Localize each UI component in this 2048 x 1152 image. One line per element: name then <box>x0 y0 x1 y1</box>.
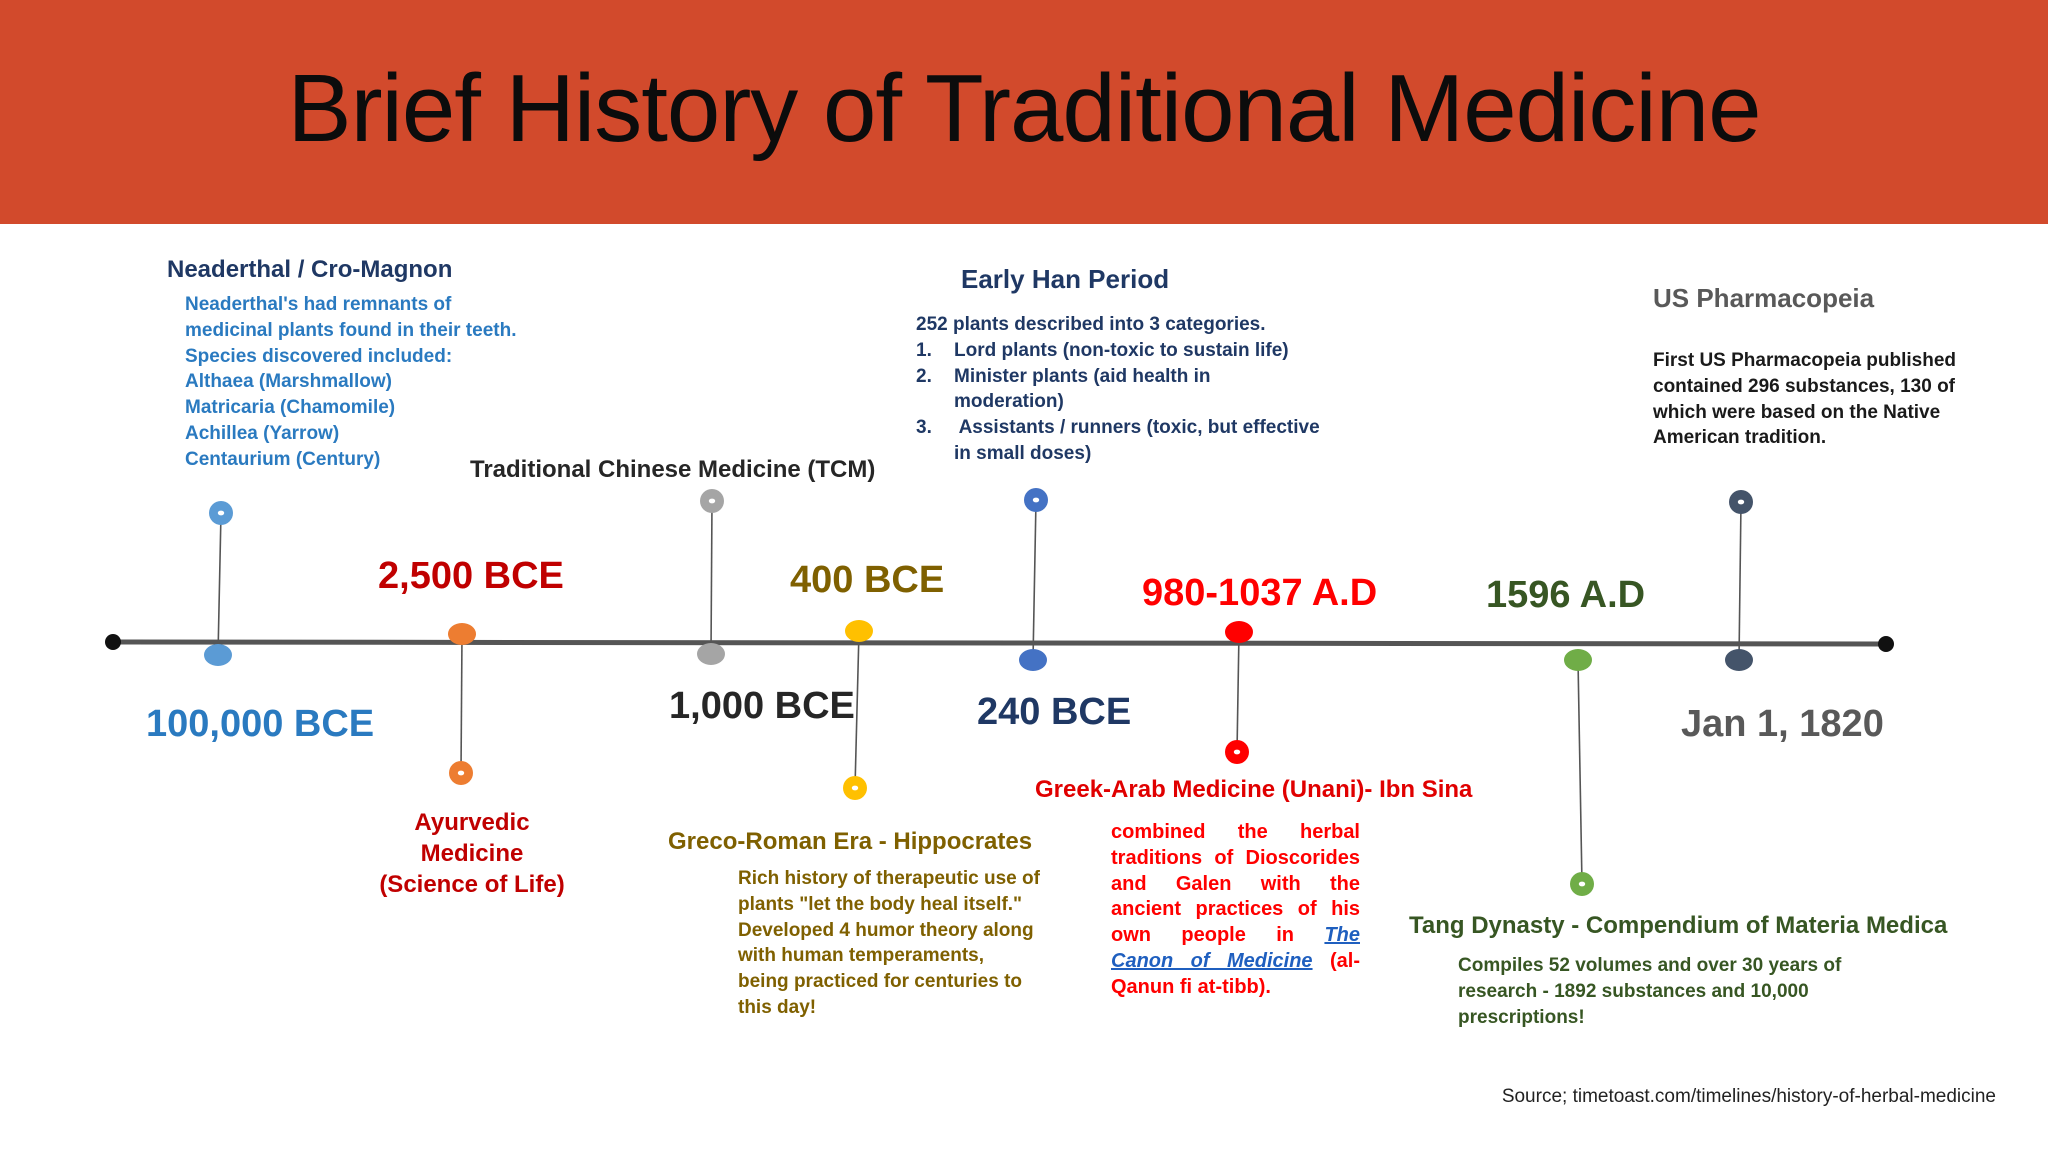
event-1820-description: First US Pharmacopeia published contained 296 substances, 130 of which were based on the Native American tradition. <box>1653 350 1957 449</box>
event-240bce-list <box>916 338 1336 467</box>
event-1596ad-pin-hole <box>1579 882 1585 887</box>
event-100000bce-connector <box>218 513 221 655</box>
event-1596ad-date: 1596 A.D <box>1486 574 1646 616</box>
event-100000bce-axis-dot <box>204 644 232 666</box>
event-400bce-pin-hole <box>852 786 858 791</box>
event-980ad-axis-dot <box>1225 621 1253 643</box>
event-240bce-connector <box>1033 500 1036 660</box>
event-400bce-description: Rich history of therapeutic use of plants "let the body heal itself." Developed 4 humor theory along with human temperaments, being practiced for centuries to this day! <box>738 868 1040 1018</box>
event-240bce-description: 252 plants described into 3 categories. 1. Lord plants (non-toxic to sustain life) 2. Minister plants (aid health in moderation) 3. Assistants / runners (toxic, but effective in small doses) <box>916 312 1336 467</box>
event-1000bce-connector <box>711 501 712 654</box>
list-item: 3. Assistants / runners (toxic, but effective in small doses) <box>916 417 1320 464</box>
event-240bce-date: 240 BCE <box>977 691 1132 733</box>
event-240bce-pin-hole <box>1033 498 1039 503</box>
event-1000bce-heading: Traditional Chinese Medicine (TCM) <box>470 456 876 483</box>
canon-link-the[interactable]: The <box>1324 924 1360 947</box>
event-2500bce-connector <box>461 634 462 773</box>
event-2500bce-date: 2,500 BCE <box>378 555 564 597</box>
event-2500bce-axis-dot <box>448 623 476 645</box>
event-980ad-date: 980-1037 A.D <box>1142 572 1378 614</box>
event-1596ad-heading: Tang Dynasty - Compendium of Materia Medica <box>1409 912 1948 939</box>
event-1820-pin-hole <box>1738 500 1744 505</box>
timeline-axis-start-dot <box>105 634 121 650</box>
event-1820-connector <box>1739 502 1741 660</box>
event-100000bce-pin-hole <box>218 511 224 516</box>
event-2500bce-heading: Ayurvedic Medicine (Science of Life) <box>379 809 565 898</box>
event-1000bce-date: 1,000 BCE <box>669 685 855 727</box>
event-240bce-heading: Early Han Period <box>961 264 1170 294</box>
event-980ad-pin-hole <box>1234 750 1240 755</box>
event-100000bce-heading: Neaderthal / Cro-Magnon <box>167 256 453 283</box>
timeline-axis-end-dot <box>1878 636 1894 652</box>
event-1596ad-description: Compiles 52 volumes and over 30 years of research - 1892 substances and 10,000 prescriptions! <box>1458 955 1842 1028</box>
event-1820-axis-dot <box>1725 649 1753 671</box>
event-400bce-connector <box>855 631 859 788</box>
event-1596ad-axis-dot <box>1564 649 1592 671</box>
event-980ad-description: combined the herbal traditions of Dioscorides and Galen with the ancient practices of his own people in The Canon of Medicine (al- Qanun fi at-tibb). <box>1111 821 1360 998</box>
event-1820-date: Jan 1, 1820 <box>1681 703 1884 745</box>
list-item: 2. Minister plants (aid health in moderation) <box>916 365 1211 413</box>
event-980ad-connector <box>1237 632 1239 752</box>
timeline-axis <box>113 642 1886 644</box>
event-1596ad-connector <box>1578 660 1582 884</box>
event-400bce-date: 400 BCE <box>790 559 945 601</box>
event-1820-heading: US Pharmacopeia <box>1653 283 1875 313</box>
event-100000bce-date: 100,000 BCE <box>146 703 375 745</box>
event-1000bce-axis-dot <box>697 643 725 665</box>
event-240bce-axis-dot <box>1019 649 1047 671</box>
canon-link[interactable]: Canon of Medicine <box>1111 949 1313 972</box>
page-title: Brief History of Traditional Medicine <box>287 55 1761 162</box>
event-400bce-heading: Greco-Roman Era - Hippocrates <box>668 828 1033 855</box>
event-1000bce-pin-hole <box>709 499 715 504</box>
source-citation: Source; timetoast.com/timelines/history-of-herbal-medicine <box>1501 1086 1996 1107</box>
event-980ad-heading: Greek-Arab Medicine (Unani)- Ibn Sina <box>1035 776 1473 803</box>
event-2500bce-pin-hole <box>458 771 464 776</box>
event-400bce-axis-dot <box>845 620 873 642</box>
event-100000bce-description: Neaderthal's had remnants of medicinal plants found in their teeth. Species discovered included: Althaea (Marshmallow) Matricaria (Chamomile) Achillea (Yarrow) Centaurium (Century) <box>185 294 517 470</box>
list-item: 1. Lord plants (non-toxic to sustain life) <box>916 339 1289 361</box>
